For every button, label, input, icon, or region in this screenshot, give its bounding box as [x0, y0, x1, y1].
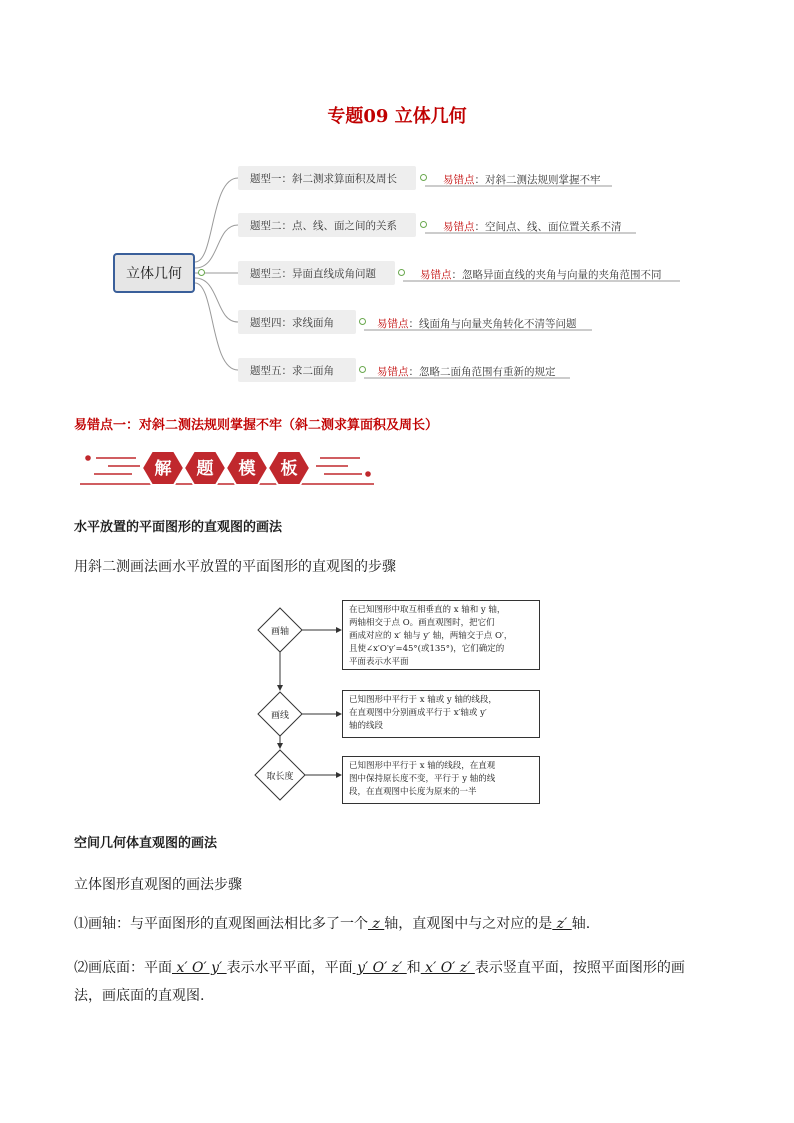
planar-steps-intro: 用斜二测画法画水平放置的平面图形的直观图的步骤: [74, 559, 396, 575]
banner-char: 板: [280, 459, 298, 479]
mindmap-branch-4: 题型四：求线面角: [238, 310, 356, 334]
mindmap-branch-3: 题型三：异面直线成角问题: [238, 261, 395, 285]
mindmap-leaf-3: 易错点：忽略异面直线的夹角与向量的夹角范围不同: [420, 269, 662, 281]
step-draw-base: ⑵画底面：平面 x′ O′ y′ 表示水平平面，平面 y′ O′ z′ 和 x′ O′ z′ 表示竖直平面，按照平面图形的画 法，画底面的直观图.: [74, 960, 685, 1004]
mindmap-connectors: [0, 0, 794, 400]
subheading-spatial: 空间几何体直观图的画法: [74, 836, 218, 851]
collapse-circle-icon[interactable]: [398, 269, 405, 276]
section-heading: 易错点一：对斜二测法规则掌握不牢（斜二测求算面积及周长）: [74, 418, 439, 433]
collapse-circle-icon[interactable]: [359, 366, 366, 373]
subheading-planar: 水平放置的平面图形的直观图的画法: [74, 520, 283, 535]
mindmap-leaf-4: 易错点：线面角与向量夹角转化不清等问题: [377, 318, 577, 330]
mindmap-root: 立体几何: [113, 253, 195, 293]
flow-step-axes: 画轴: [270, 627, 289, 637]
collapse-circle-icon[interactable]: [359, 318, 366, 325]
page-title: 专题09 立体几何: [327, 106, 467, 127]
mindmap-leaf-5: 易错点：忽略二面角范围有重新的规定: [377, 366, 556, 378]
step-draw-axes: ⑴画轴：与平面图形的直观图画法相比多了一个 z 轴，直观图中与之对应的是 z′ 轴.: [74, 916, 591, 932]
mindmap-branch-1: 题型一：斜二测求算面积及周长: [238, 166, 416, 190]
collapse-circle-icon[interactable]: [198, 269, 205, 276]
banner-char: 题: [196, 459, 214, 479]
mindmap-branch-2: 题型二：点、线、面之间的关系: [238, 213, 416, 237]
flow-step-lines: 画线: [270, 711, 289, 721]
mindmap-leaf-2: 易错点：空间点、线、面位置关系不清: [443, 221, 622, 233]
mindmap-leaf-1: 易错点：对斜二测法规则掌握不牢: [443, 174, 601, 186]
banner-char: 解: [154, 459, 172, 479]
collapse-circle-icon[interactable]: [420, 221, 427, 228]
flow-box-lines: 已知图形中平行于 x 轴或 y 轴的线段， 在直观图中分别画成平行于 x′轴或 y′ 轴的线段: [342, 690, 540, 738]
flow-step-length: 取长度: [266, 772, 294, 782]
flow-box-length: 已知图形中平行于 x 轴的线段，在直观 图中保持原长度不变，平行于 y 轴的线 段，在直观图中长度为原来的一半: [342, 756, 540, 804]
collapse-circle-icon[interactable]: [420, 174, 427, 181]
banner-char: 模: [238, 459, 256, 479]
flow-box-axes: 在已知图形中取互相垂直的 x 轴和 y 轴， 两轴相交于点 O。画直观图时，把它们 画成对应的 x′ 轴与 y′ 轴，两轴交于点 O′， 且使∠x′O′y′=45°(或135°)，它们确定的 平面表示水平面: [342, 600, 540, 670]
mindmap-branch-5: 题型五：求二面角: [238, 358, 356, 382]
spatial-steps-intro: 立体图形直观图的画法步骤: [74, 877, 242, 893]
